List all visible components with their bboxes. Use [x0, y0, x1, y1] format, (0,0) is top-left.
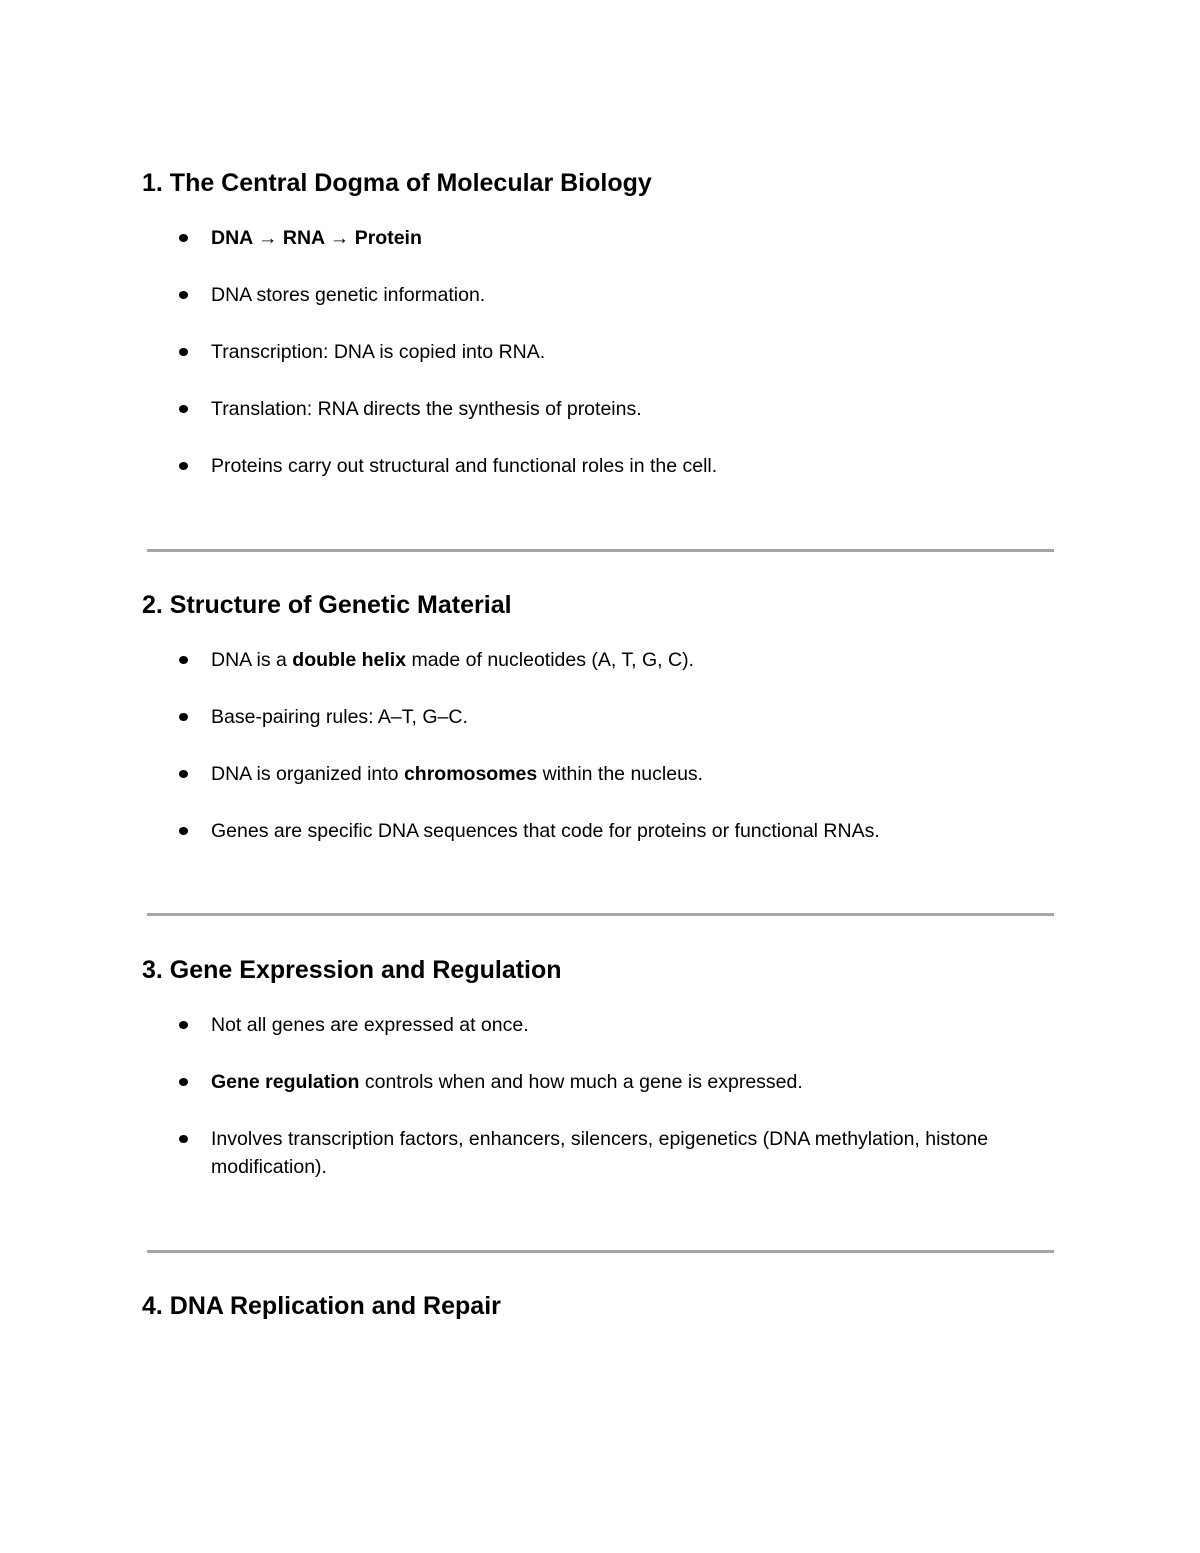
- bullet-icon: [179, 348, 188, 356]
- bullet-text: Not all genes are expressed at once.: [211, 1014, 529, 1036]
- bullet-text: DNA stores genetic information.: [211, 284, 486, 306]
- bullet-text: Proteins carry out structural and functional roles in the cell.: [211, 455, 718, 477]
- section-title: 1. The Central Dogma of Molecular Biology: [142, 169, 652, 197]
- bold-text: Gene regulation: [211, 1071, 360, 1093]
- bullet-icon: [179, 405, 188, 413]
- bold-text: double helix: [292, 649, 407, 671]
- bold-text: DNA → RNA → Protein: [211, 227, 422, 249]
- bullet-icon: [179, 713, 188, 721]
- bullet-text: Transcription: DNA is copied into RNA.: [211, 341, 546, 363]
- bullet-icon: [179, 1135, 188, 1143]
- section-genetic-material: 2. Structure of Genetic Material DNA is a double helix made of nucleotides (A, T, G, C). Base-pairing rules: A–T, G–C. DNA is organized into chromosomes within the nucleus. Genes are specific DNA sequences that code for proteins or functional RNAs.: [142, 590, 1054, 620]
- bullet-text: Genes are specific DNA sequences that code for proteins or functional RNAs.: [211, 820, 880, 842]
- section-title: 2. Structure of Genetic Material: [142, 591, 512, 619]
- section-central-dogma: [142, 168, 1054, 477]
- section-divider: [147, 913, 1054, 916]
- bullet-icon: [179, 234, 188, 242]
- bold-text: chromosomes: [403, 763, 538, 785]
- section-gene-expression: 3. Gene Expression and Regulation Not all genes are expressed at once. Gene regulation controls when and how much a gene is expressed. Involves transcription factors, enhancers, silencers, epigenetics (DNA methylation, histone modification).: [142, 955, 1054, 985]
- bullet-icon: [179, 827, 188, 835]
- section-title: 3. Gene Expression and Regulation: [142, 956, 562, 984]
- bullet-icon: [179, 291, 188, 299]
- bullet-text: Involves transcription factors, enhancers, silencers, epigenetics (DNA methylation, histone modification).: [211, 1128, 989, 1178]
- section-title: 4. DNA Replication and Repair: [142, 1292, 501, 1320]
- bullet-text: Base-pairing rules: A–T, G–C.: [211, 706, 468, 728]
- bullet-icon: [179, 462, 188, 470]
- section-divider: [147, 549, 1054, 552]
- bullet-icon: [179, 1078, 188, 1086]
- section-dna-replication: [142, 1291, 1054, 1321]
- bullet-text: Translation: RNA directs the synthesis of proteins.: [211, 398, 642, 420]
- bullet-icon: [179, 1021, 188, 1029]
- section-divider: [147, 1250, 1054, 1253]
- bullet-icon: [179, 770, 188, 778]
- bullet-icon: [179, 656, 188, 664]
